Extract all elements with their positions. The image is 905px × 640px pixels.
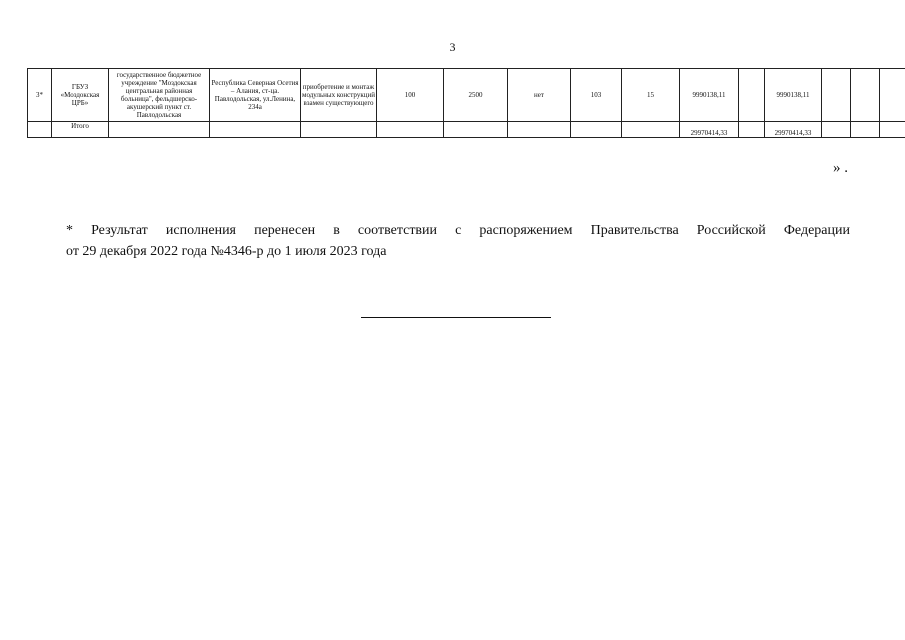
value-cell — [822, 69, 851, 122]
data-table — [27, 68, 905, 138]
value-cell: 15 — [622, 69, 680, 122]
value-cell: 100 — [377, 69, 444, 122]
amount-cell: 9990138,11 — [680, 69, 739, 122]
action-cell: приобретение и монтаж модульных конструкций взамен существующего — [301, 69, 377, 122]
amount-cell: 9990138,11 — [765, 69, 822, 122]
footnote — [66, 220, 850, 262]
institution-name: ГБУЗ «Моздокская ЦРБ» — [52, 69, 109, 122]
total-amount: 29970414,33 — [765, 122, 822, 138]
table-row-total — [28, 122, 905, 138]
value-cell: 103 — [571, 69, 622, 122]
separator-line — [361, 317, 551, 318]
footnote-line-2: от 29 декабря 2022 года №4346-р до 1 июля 2023 года — [66, 244, 387, 259]
value-cell — [880, 69, 905, 122]
institution-full-name: государственное бюджетное учреждение "Моздокская центральная районная больница", фельдшерско-акушерский пункт ст. Павлодольская — [109, 69, 210, 122]
closing-quote: » . — [833, 160, 848, 176]
value-cell — [739, 69, 765, 122]
total-amount: 29970414,33 — [680, 122, 739, 138]
row-number: 3* — [28, 69, 52, 122]
page-number: 3 — [449, 40, 456, 54]
value-cell — [851, 69, 880, 122]
address-cell: Республика Северная Осетия – Алания, ст-ца. Павлодольская, ул.Ленина, 234а — [210, 69, 301, 122]
table-row — [28, 69, 905, 122]
value-cell: 2500 — [444, 69, 508, 122]
value-cell: нет — [508, 69, 571, 122]
footnote-line-1: * Результат исполнения перенесен в соответствии с распоряжением Правительства Российской Федерации — [66, 223, 850, 238]
total-label: Итого — [52, 122, 109, 138]
